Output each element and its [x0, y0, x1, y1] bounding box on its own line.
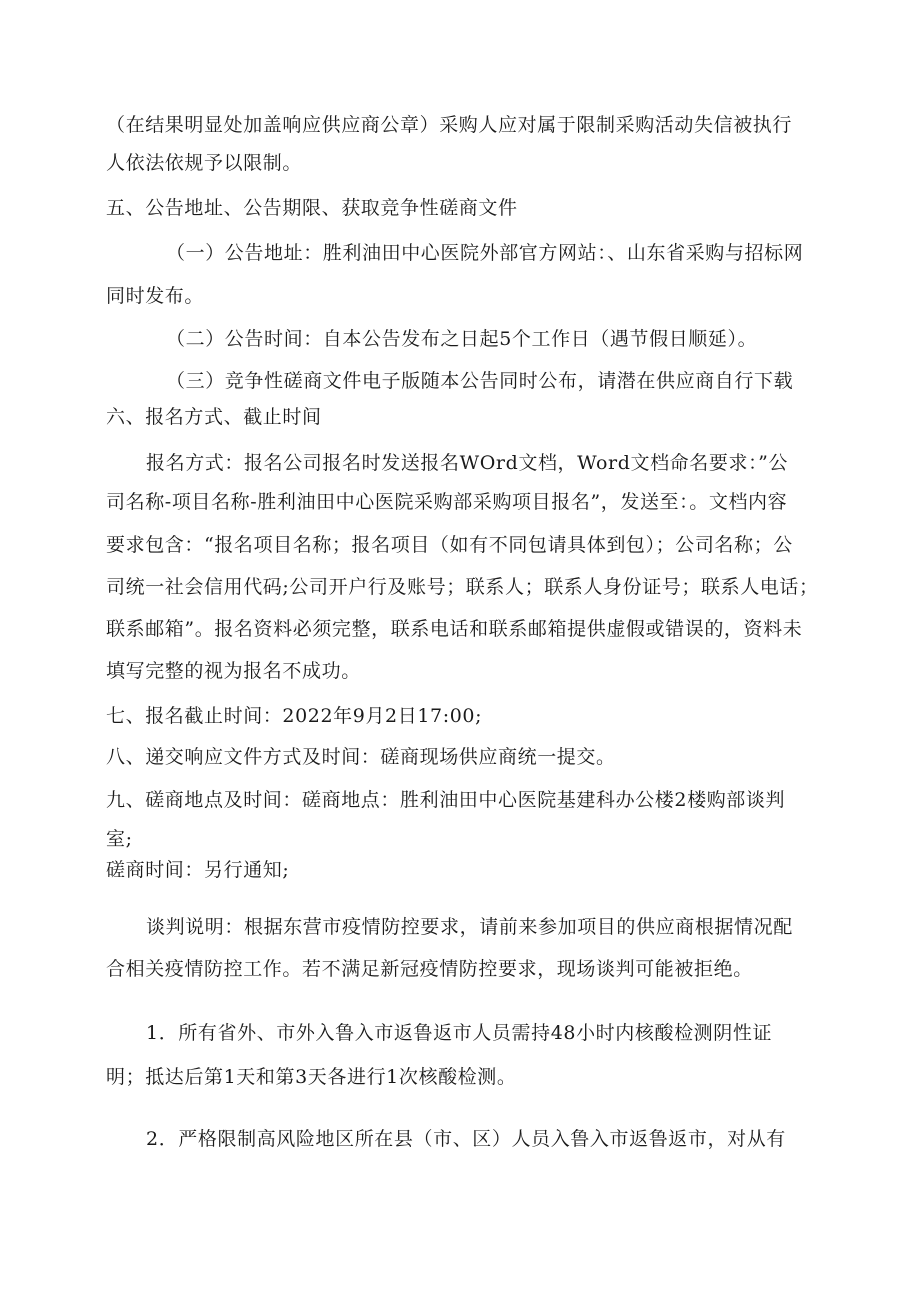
text-line: 室; [106, 828, 133, 850]
text-line: 要求包含：“报名项目名称；报名项目（如有不同包请具体到包）；公司名称；公 [106, 534, 793, 556]
section-heading: 六、报名方式、截止时间 [106, 406, 322, 428]
list-item: 1．所有省外、市外入鲁入市返鲁返市人员需持48小时内核酸检测阴性证 [146, 1022, 773, 1044]
text-line: 司名称-项目名称-胜利油田中心医院采购部采购项目报名”，发送至：。文档内容 [106, 491, 788, 513]
text-line: 明；抵达后第1天和第3天各进行1次核酸检测。 [106, 1066, 517, 1088]
list-item: 2．严格限制高风险地区所在县（市、区）人员入鲁入市返鲁返市，对从有 [146, 1128, 786, 1150]
text-line: （在结果明显处加盖响应供应商公章）采购人应对属于限制采购活动失信被执行 [106, 114, 793, 136]
text-line: （一）公告地址：胜利油田中心医院外部官方网站：、山东省采购与招标网 [166, 242, 804, 264]
section-heading: 八、递交响应文件方式及时间：磋商现场供应商统一提交。 [106, 746, 616, 768]
text-line: 填写完整的视为报名不成功。 [106, 660, 361, 682]
text-line: 谈判说明：根据东营市疫情防控要求，请前来参加项目的供应商根据情况配 [146, 916, 793, 938]
text-line: （二）公告时间：自本公告发布之日起5个工作日（遇节假日顺延）。 [166, 328, 758, 350]
text-line: 合相关疫情防控工作。若不满足新冠疫情防控要求，现场谈判可能被拒绝。 [106, 958, 753, 980]
section-heading: 七、报名截止时间：2022年9月2日17:00; [106, 705, 483, 727]
section-heading: 九、磋商地点及时间：磋商地点：胜利油田中心医院基建科办公楼2楼购部谈判 [106, 789, 786, 811]
text-line: （三）竞争性磋商文件电子版随本公告同时公布，请潜在供应商自行下载 [166, 370, 794, 392]
text-line: 同时发布。 [106, 285, 205, 307]
text-line: 司统一社会信用代码;公司开户行及账号；联系人；联系人身份证号；联系人电话； [106, 576, 819, 598]
text-line: 报名方式：报名公司报名时发送报名WOrd文档，Word文档命名要求：”公 [146, 452, 789, 474]
text-line: 磋商时间：另行通知; [106, 859, 290, 881]
text-line: 联系邮箱”。报名资料必须完整，联系电话和联系邮箱提供虚假或错误的，资料未 [106, 618, 803, 640]
text-line: 人依法依规予以限制。 [106, 152, 303, 174]
section-heading: 五、公告地址、公告期限、获取竞争性磋商文件 [106, 197, 518, 219]
